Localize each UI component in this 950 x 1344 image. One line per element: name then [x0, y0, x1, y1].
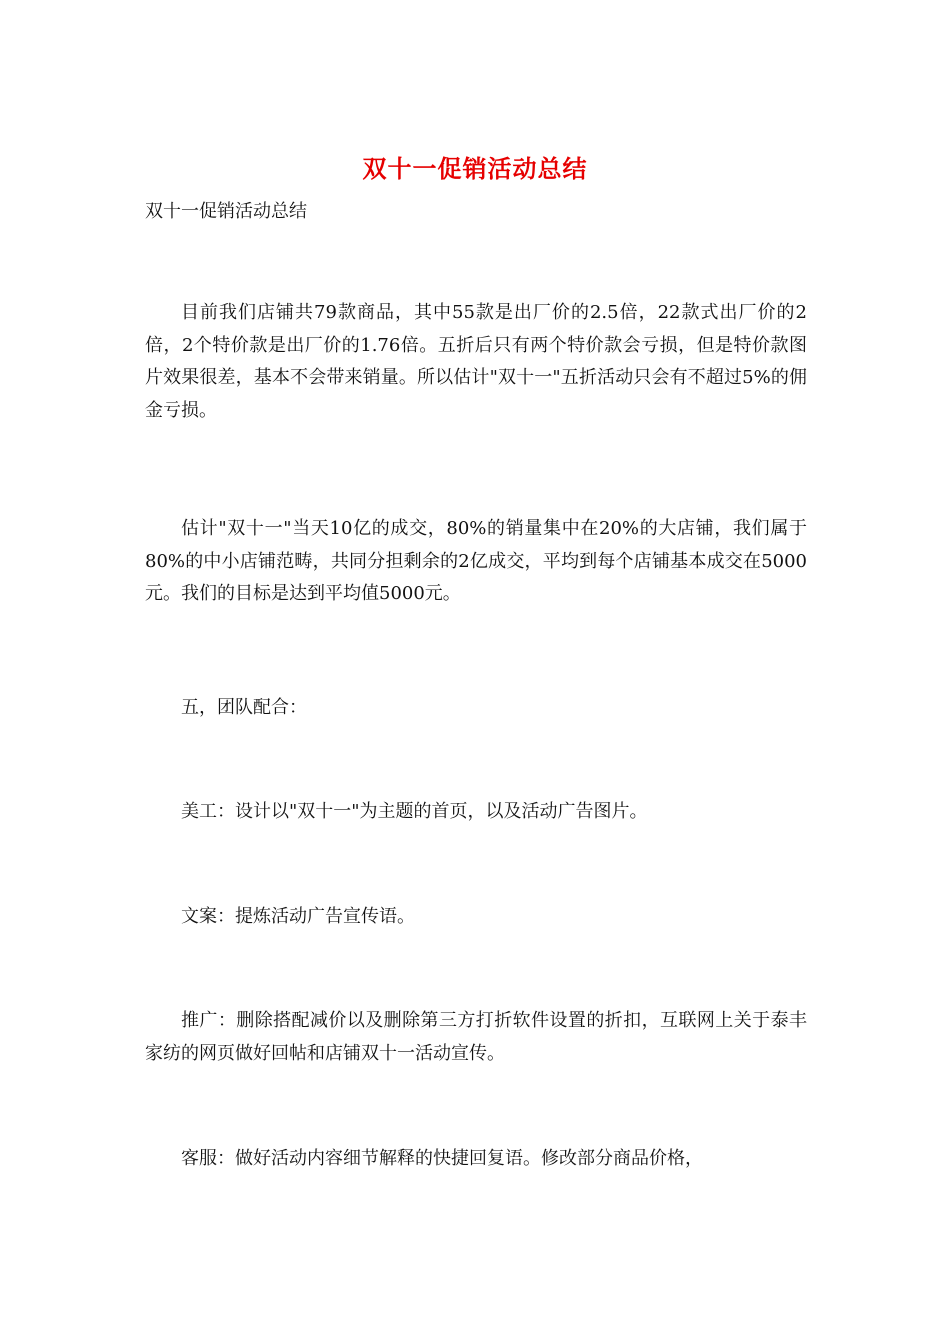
document-title: 双十一促销活动总结 — [362, 154, 588, 183]
paragraph-design: 美工：设计以"双十一"为主题的首页，以及活动广告图片。 — [181, 801, 648, 822]
paragraph-customer-service: 客服：做好活动内容细节解释的快捷回复语。修改部分商品价格， — [181, 1148, 703, 1169]
section-heading-team: 五，团队配合： — [181, 697, 307, 718]
paragraph-sales-estimate: 估计"双十一"当天10亿的成交，80%的销量集中在20%的大店铺，我们属于80%的中小店铺范畴，共同分担剩余的2亿成交，平均到每个店铺基本成交在5000元。我们的目标是达到平均值5000元。 — [145, 518, 807, 604]
paragraph-promotion: 推广：删除搭配减价以及删除第三方打折软件设置的折扣，互联网上关于泰丰家纺的网页做好回帖和店铺双十一活动宣传。 — [145, 1010, 807, 1064]
paragraph-product-pricing: 目前我们店铺共79款商品，其中55款是出厂价的2.5倍，22款式出厂价的2倍，2个特价款是出厂价的1.76倍。五折后只有两个特价款会亏损，但是特价款图片效果很差，基本不会带来销量。所以估计"双十一"五折活动只会有不超过5%的佣金亏损。 — [145, 302, 807, 421]
paragraph-copywriting: 文案：提炼活动广告宣传语。 — [181, 906, 415, 927]
document-subtitle: 双十一促销活动总结 — [145, 201, 307, 222]
